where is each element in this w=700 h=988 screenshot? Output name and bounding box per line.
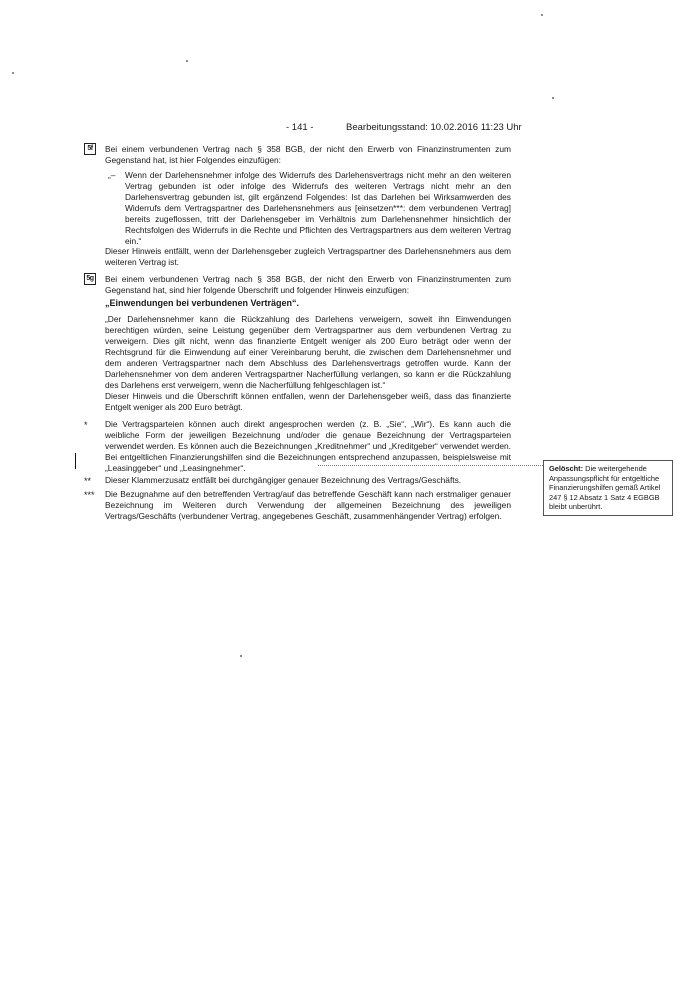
section-5f-note: [105, 246, 511, 268]
comment-connector: [318, 465, 543, 466]
footnote-2: [105, 475, 511, 486]
comment-text: Die weitergehende Anpassungspflicht für entgeltliche Finanzierungshilfen gemäß Artikel 247 § 12 Absatz 1 Satz 4 EGBGB bleibt unberührt.: [549, 464, 661, 511]
quote-dash: „–: [108, 170, 116, 180]
footnote-text: Die Vertragsparteien können auch direkt angesprochen werden (z. B. „Sie“, „Wir“). Es kann auch die weibliche Form der jeweiligen Bezeichnung und/oder die genaue Bezeichnung der Vertragsparteien verwendet werden. Es können auch die Bezeichnungen „Kreditnehmer“ und „Kreditgeber“ verwendet werden. Bei entgeltlichen Finanzierungshilfen sind die Bezeichnungen entsprechend anzupassen, beispielsweise mit „Leasinggeber“ und „Leasingnehmer“.: [105, 419, 511, 473]
scan-speck: [12, 72, 14, 74]
note-text: Dieser Hinweis entfällt, wenn der Darlehensgeber zugleich Vertragspartner des Darlehensnehmers aus dem weiteren Vertrag ist.: [105, 246, 511, 267]
page-number: - 141 -: [286, 122, 314, 133]
body-text: „Der Darlehensnehmer kann die Rückzahlung des Darlehens verweigern, soweit ihn Einwendungen berechtigen würden, seine Leistung gegenüber dem Vertragspartner aus dem verbundenen Vertrag zu verweigern. Dies gilt nicht, wenn das finanzierte Entgelt weniger als 200 Euro beträgt oder wenn der Rechtsgrund für die Einwendung auf einer Vereinbarung beruht, die zwischen dem Darlehensnehmer und dem anderen Vertragspartner nach dem Abschluss des Darlehensvertrags getroffen wurde. Kann der Darlehensnehmer von dem anderen Vertragspartner Nacherfüllung verlangen, so kann er die Rückzahlung des Darlehens erst verweigern, wenn die Nacherfüllung fehlgeschlagen ist.“: [105, 314, 511, 390]
footnote-symbol: **: [84, 476, 92, 486]
footnote-text: Dieser Klammerzusatz entfällt bei durchgängiger genauer Bezeichnung des Vertrags/Geschäfts.: [105, 475, 462, 485]
section-5f-intro: [105, 144, 511, 166]
footnote-3: [105, 489, 511, 522]
footnote-symbol: ***: [84, 490, 95, 500]
note-text: Dieser Hinweis und die Überschrift können entfallen, wenn der Darlehensgeber weiß, dass das finanzierte Entgelt weniger als 200 Euro beträgt.: [105, 391, 511, 412]
quote-text: Wenn der Darlehensnehmer infolge des Widerrufs des Darlehensvertrags nicht mehr an den weiteren Vertrag gebunden ist oder infolge des Widerrufs des weiteren Vertrags nicht mehr an den Darlehensvertrag gebunden ist, gilt ergänzend Folgendes: Ist das Darlehen bei Wirksamwerden des Widerrufs dem Vertragspartner des Darlehensnehmers aus [einsetzen***: dem verbundenen Vertrag] bereits zugeflossen, tritt der Darlehensgeber im Verhältnis zum Darlehensnehmer hinsichtlich der Rechtsfolgen des Widerrufs in die Rechte und Pflichten des Vertragspartners aus dem weiteren Vertrag ein.“: [125, 170, 511, 246]
marker-5g: 5g: [84, 273, 96, 285]
intro-text: Bei einem verbundenen Vertrag nach § 358 BGB, der nicht den Erwerb von Finanzinstrumenten zum Gegenstand hat, sind hier folgende Überschrift und folgender Hinweis einzufügen:: [105, 274, 511, 295]
marker-5f: 5f: [84, 143, 96, 155]
footnote-text: Die Bezugnahme auf den betreffenden Vertrag/auf das betreffende Geschäft kann nach erstmaliger genauer Bezeichnung im Weiteren durch Verwendung der allgemeinen Bezeichnung des jeweiligen Vertrags/Geschäfts (verbundener Vertrag, angegebenes Geschäft, zusammenhängender Vertrag) erfolgen.: [105, 489, 511, 521]
section-5g-note: [105, 391, 511, 413]
scan-speck: [552, 97, 554, 99]
section-5g-body: [105, 314, 511, 391]
footnote-symbol: *: [84, 420, 88, 430]
edit-status: Bearbeitungsstand: 10.02.2016 11:23 Uhr: [346, 122, 522, 133]
scan-speck: [186, 60, 188, 62]
scan-speck: [541, 14, 543, 16]
intro-text: Bei einem verbundenen Vertrag nach § 358 BGB, der nicht den Erwerb von Finanzinstrumenten zum Gegenstand hat, ist hier Folgendes einzufügen:: [105, 144, 511, 165]
section-5g-intro: [105, 274, 511, 296]
change-bar: [75, 453, 76, 469]
section-5f-quote: [108, 170, 511, 246]
scan-speck: [240, 655, 242, 657]
comment-label: Gelöscht:: [549, 464, 584, 473]
section-5g-heading: „Einwendungen bei verbundenen Verträgen“.: [105, 298, 300, 308]
deletion-comment[interactable]: [543, 460, 673, 516]
